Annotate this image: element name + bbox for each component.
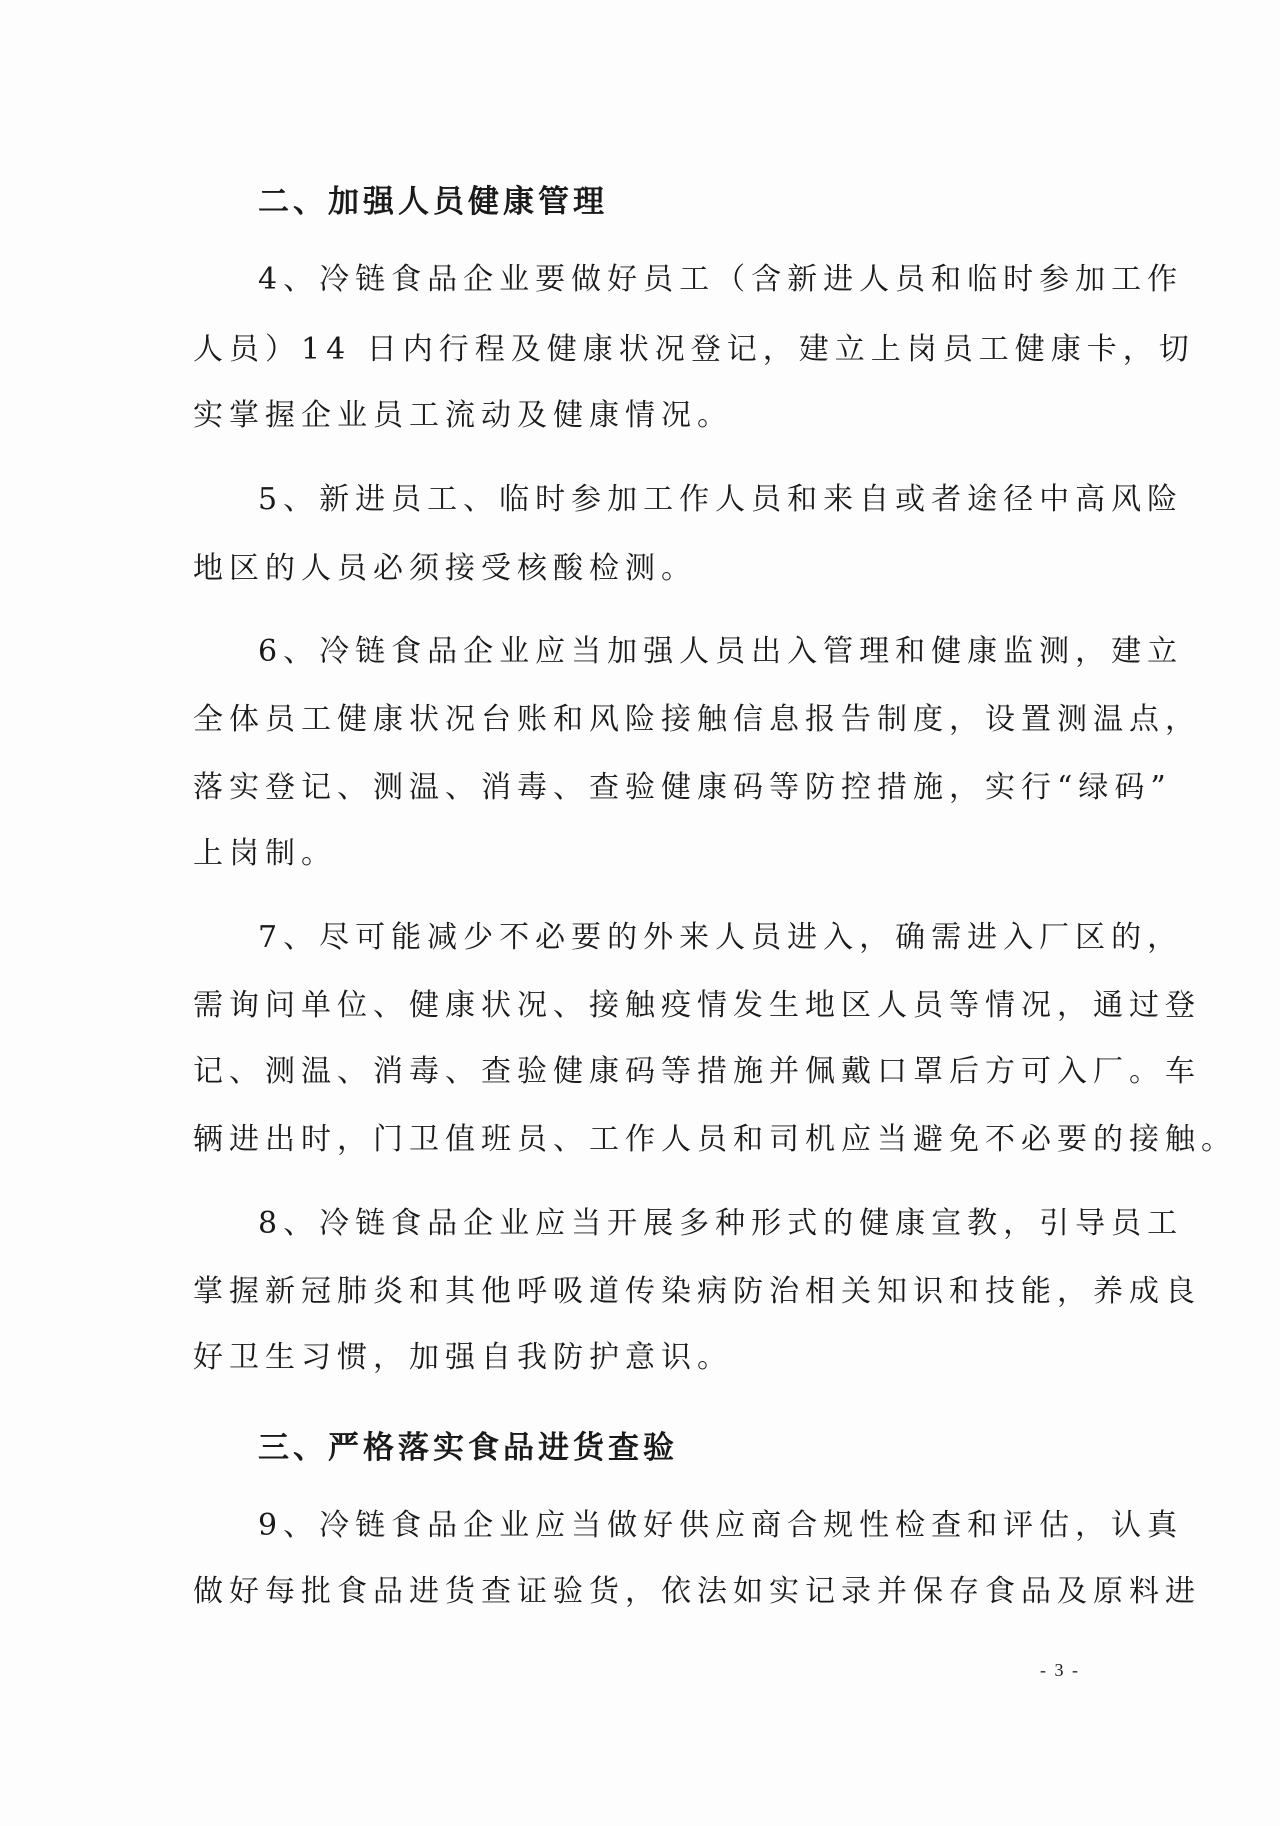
paragraph-line: 记、测温、消毒、查验健康码等措施并佩戴口罩后方可入厂。车 xyxy=(193,1054,1201,1089)
section-heading-2: 二、加强人员健康管理 xyxy=(258,184,608,220)
paragraph-line: 人员）14 日内行程及健康状况登记，建立上岗员工健康卡，切 xyxy=(193,332,1195,367)
paragraph-line: 实掌握企业员工流动及健康情况。 xyxy=(193,398,733,433)
paragraph-line: 6、冷链食品企业应当加强人员出入管理和健康监测，建立 xyxy=(258,634,1184,669)
paragraph-line: 7、尽可能减少不必要的外来人员进入，确需进入厂区的， xyxy=(258,920,1184,955)
paragraph-line: 上岗制。 xyxy=(193,836,337,871)
paragraph-line: 8、冷链食品企业应当开展多种形式的健康宣教，引导员工 xyxy=(258,1206,1184,1241)
paragraph-line: 地区的人员必须接受核酸检测。 xyxy=(193,551,697,586)
paragraph-line: 做好每批食品进货查证验货，依法如实记录并保存食品及原料进 xyxy=(193,1574,1201,1609)
paragraph-line: 掌握新冠肺炎和其他呼吸道传染病防治相关知识和技能，养成良 xyxy=(193,1274,1201,1309)
paragraph-line: 好卫生习惯，加强自我防护意识。 xyxy=(193,1340,733,1375)
paragraph-line: 5、新进员工、临时参加工作人员和来自或者途径中高风险 xyxy=(258,482,1184,517)
page-number: - 3 - xyxy=(1040,1660,1080,1680)
paragraph-line: 辆进出时，门卫值班员、工作人员和司机应当避免不必要的接触。 xyxy=(193,1122,1237,1157)
paragraph-line: 全体员工健康状况台账和风险接触信息报告制度，设置测温点， xyxy=(193,702,1201,737)
paragraph-line: 9、冷链食品企业应当做好供应商合规性检查和评估，认真 xyxy=(258,1508,1184,1543)
paragraph-line: 需询问单位、健康状况、接触疫情发生地区人员等情况，通过登 xyxy=(193,988,1201,1023)
section-heading-3: 三、严格落实食品进货查验 xyxy=(258,1430,678,1466)
paragraph-line: 落实登记、测温、消毒、查验健康码等防控措施，实行“绿码” xyxy=(193,770,1172,805)
paragraph-line: 4、冷链食品企业要做好员工（含新进人员和临时参加工作 xyxy=(258,262,1184,297)
